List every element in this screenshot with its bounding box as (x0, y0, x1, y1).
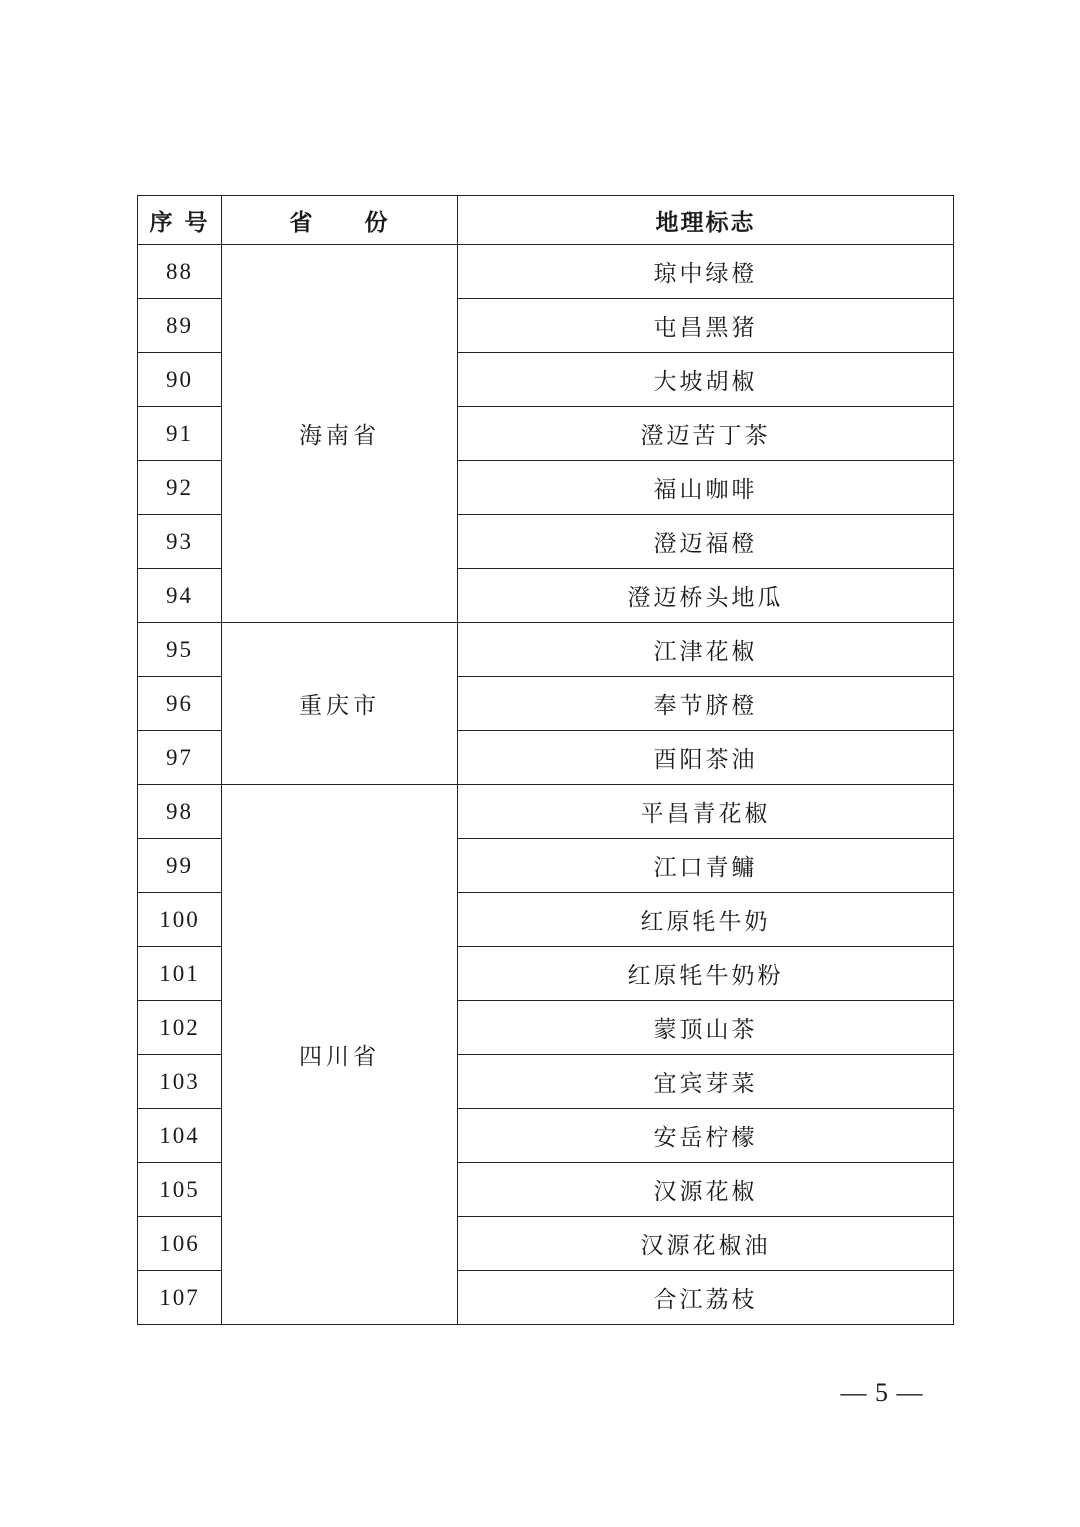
geographical-indication-cell: 安岳柠檬 (458, 1109, 954, 1163)
province-cell: 海南省 (222, 245, 458, 623)
geographical-indication-table (137, 195, 954, 1325)
geographical-indication-cell: 琼中绿橙 (458, 245, 954, 299)
geographical-indication-cell: 酉阳茶油 (458, 731, 954, 785)
geographical-indication-cell: 合江荔枝 (458, 1271, 954, 1325)
serial-number-cell: 97 (138, 731, 222, 785)
serial-number-cell: 90 (138, 353, 222, 407)
serial-number-cell: 106 (138, 1217, 222, 1271)
geographical-indication-cell: 蒙顶山茶 (458, 1001, 954, 1055)
province-cell: 四川省 (222, 785, 458, 1325)
geographical-indication-cell: 红原牦牛奶粉 (458, 947, 954, 1001)
serial-number-cell: 89 (138, 299, 222, 353)
serial-number-cell: 99 (138, 839, 222, 893)
serial-number-cell: 105 (138, 1163, 222, 1217)
serial-number-cell: 98 (138, 785, 222, 839)
table-body (138, 245, 954, 1325)
serial-number-cell: 107 (138, 1271, 222, 1325)
geographical-indication-cell: 澄迈桥头地瓜 (458, 569, 954, 623)
header-serial-number: 序 号 (138, 196, 222, 245)
table-row (138, 623, 954, 677)
serial-number-cell: 93 (138, 515, 222, 569)
serial-number-cell: 104 (138, 1109, 222, 1163)
serial-number-cell: 100 (138, 893, 222, 947)
geographical-indication-cell: 澄迈福橙 (458, 515, 954, 569)
geographical-indication-cell: 江津花椒 (458, 623, 954, 677)
header-province: 省 份 (222, 196, 458, 245)
table-row (138, 785, 954, 839)
serial-number-cell: 92 (138, 461, 222, 515)
geographical-indication-cell: 宜宾芽菜 (458, 1055, 954, 1109)
serial-number-cell: 103 (138, 1055, 222, 1109)
page-number: — 5 — (840, 1378, 924, 1407)
geographical-indication-cell: 江口青鳙 (458, 839, 954, 893)
serial-number-cell: 101 (138, 947, 222, 1001)
serial-number-cell: 91 (138, 407, 222, 461)
header-row (138, 196, 954, 245)
geographical-indication-cell: 红原牦牛奶 (458, 893, 954, 947)
geographical-indication-cell: 大坡胡椒 (458, 353, 954, 407)
geographical-indication-cell: 奉节脐橙 (458, 677, 954, 731)
header-geographical-indication: 地理标志 (458, 196, 954, 245)
serial-number-cell: 95 (138, 623, 222, 677)
geographical-indication-cell: 屯昌黑猪 (458, 299, 954, 353)
serial-number-cell: 94 (138, 569, 222, 623)
geographical-indication-cell: 汉源花椒油 (458, 1217, 954, 1271)
serial-number-cell: 102 (138, 1001, 222, 1055)
geographical-indication-cell: 澄迈苦丁茶 (458, 407, 954, 461)
geographical-indication-cell: 汉源花椒 (458, 1163, 954, 1217)
serial-number-cell: 96 (138, 677, 222, 731)
table-header (138, 196, 954, 245)
province-cell: 重庆市 (222, 623, 458, 785)
table-row (138, 245, 954, 299)
geographical-indication-cell: 平昌青花椒 (458, 785, 954, 839)
serial-number-cell: 88 (138, 245, 222, 299)
geographical-indication-cell: 福山咖啡 (458, 461, 954, 515)
